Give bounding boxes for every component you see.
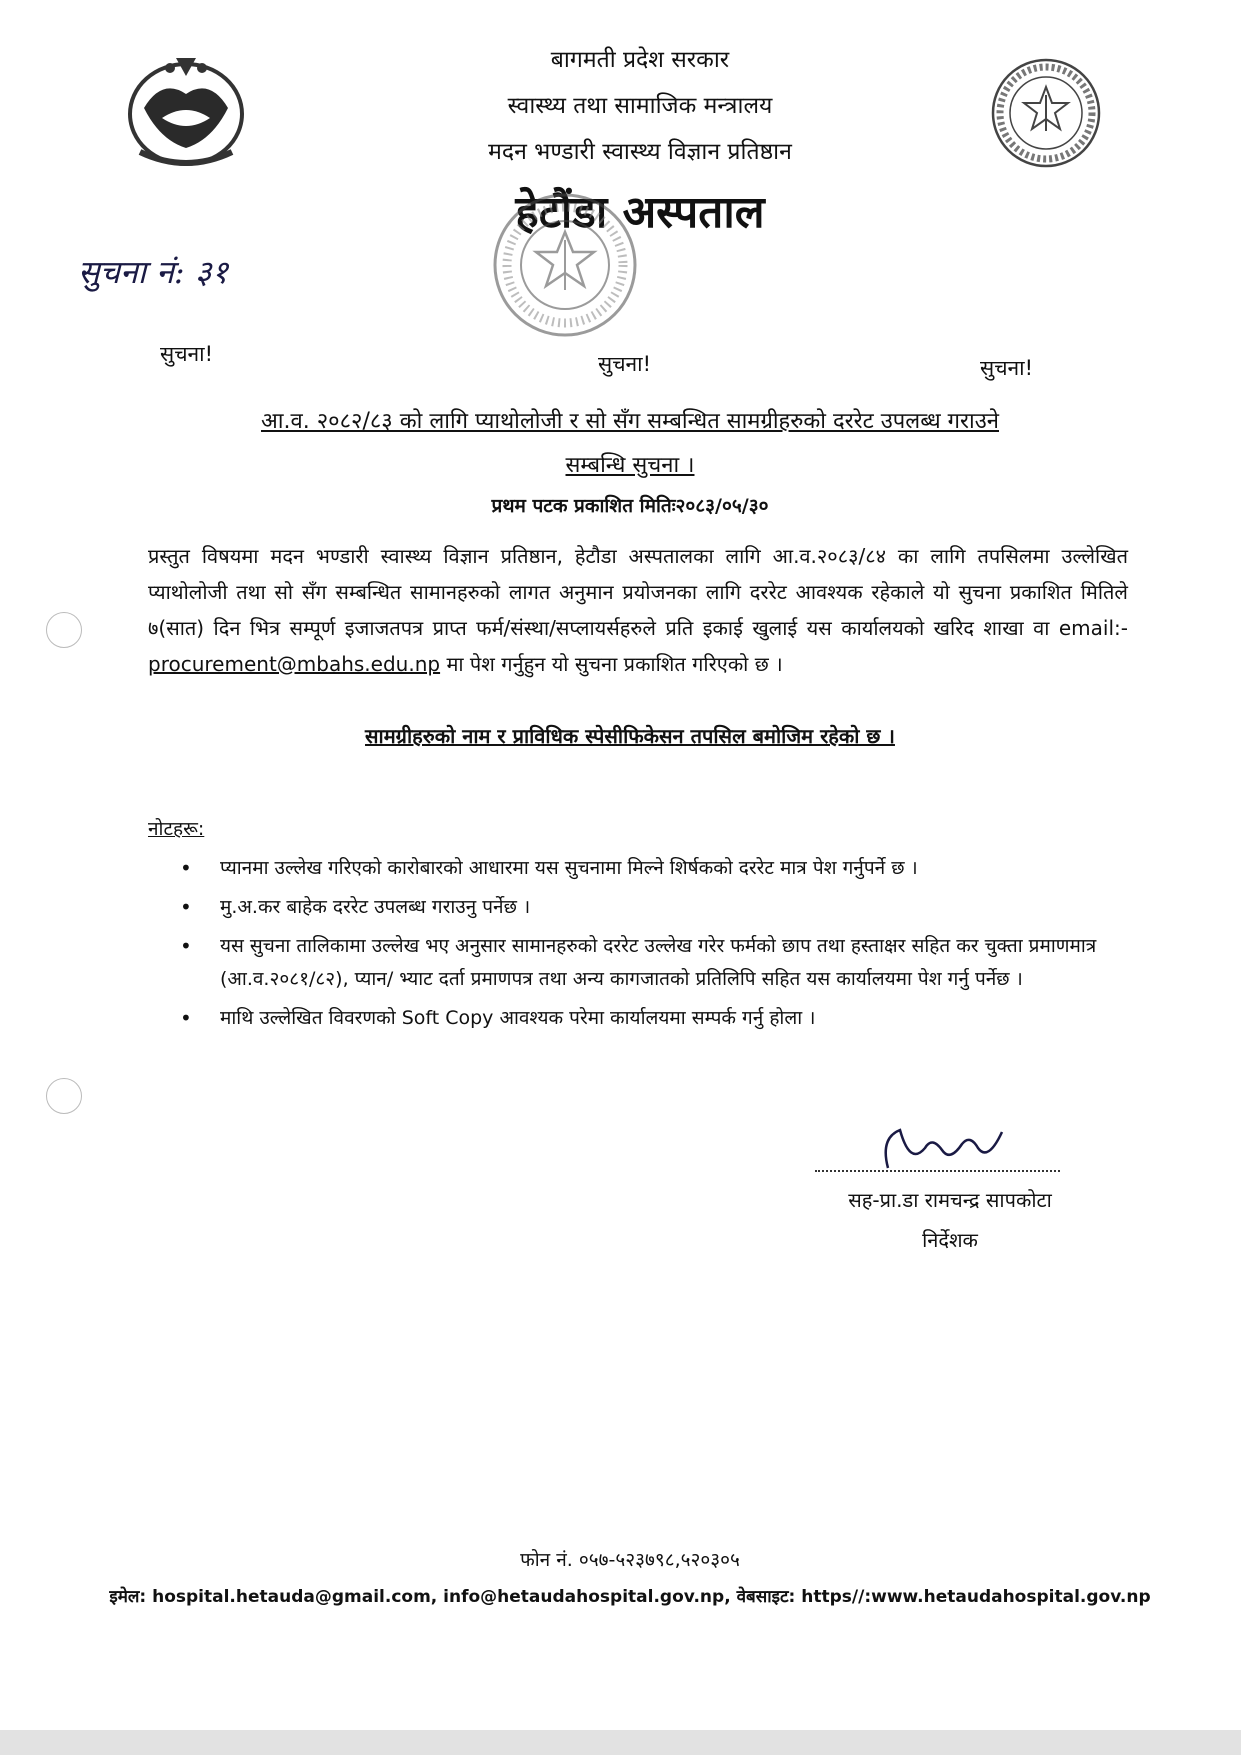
notes-heading: नोटहरू: — [148, 818, 205, 840]
footer-contact: इमेल: hospital.hetauda@gmail.com, info@hetaudahospital.gov.np, वेबसाइट: https//:www.hetaudahospital.gov.np — [109, 1587, 1151, 1607]
subject-line-2: सम्बन्धि सुचना । — [565, 453, 695, 478]
hospital-title: हेटौंडा अस्पताल — [515, 187, 765, 238]
signatory-name: सह-प्रा.डा रामचन्द्र सापकोटा — [848, 1188, 1052, 1212]
punch-hole-bottom — [46, 1078, 82, 1114]
notice-word-left: सुचना! — [160, 342, 214, 366]
note-item: • माथि उल्लेखित विवरणको Soft Copy आवश्यक परेमा कार्यालयमा सम्पर्क गर्नु होला । — [180, 1002, 1100, 1035]
punch-hole-top — [46, 612, 82, 648]
institute-seal — [990, 57, 1102, 169]
published-date: प्रथम पटक प्रकाशित मितिः२०८३/०५/३० — [491, 495, 769, 517]
handwritten-reference: सुचना नं: ३१ — [78, 253, 229, 291]
note-item: • प्यानमा उल्लेख गरिएको कारोबारको आधारमा यस सुचनामा मिल्ने शिर्षकको दररेट मात्र पेश गर्नुपर्ने छ । — [180, 852, 1100, 885]
header-academy: मदन भण्डारी स्वास्थ्य विज्ञान प्रतिष्ठान — [488, 139, 792, 165]
body-paragraph — [148, 538, 1128, 682]
specification-line: सामग्रीहरुको नाम र प्राविधिक स्पेसीफिकेसन तपसिल बमोजिम रहेको छ । — [365, 724, 895, 748]
government-emblem — [122, 48, 250, 170]
notes-list — [180, 852, 1100, 1041]
signature-line — [815, 1170, 1060, 1172]
notice-word-right: सुचना! — [980, 356, 1034, 380]
note-item: • यस सुचना तालिकामा उल्लेख भए अनुसार सामानहरुको दररेट उल्लेख गरेर फर्मको छाप तथा हस्ताक्षर सहित कर चुक्ता प्रमाणमात्र (आ.व.२०८१/८२), प्यान/ भ्याट दर्ता प्रमाणपत्र तथा अन्य कागजातको प्रतिलिपि सहित यस कार्यालयमा पेश गर्नु पर्नेछ । — [180, 930, 1100, 996]
office-stamp — [490, 190, 640, 340]
notice-word-center: सुचना! — [598, 352, 652, 376]
body-text-end: मा पेश गर्नुहुन यो सुचना प्रकाशित गरिएको छ । — [446, 652, 783, 676]
handwritten-signature — [870, 1118, 1020, 1178]
subject-line-1: आ.व. २०८२/८३ को लागि प्याथोलोजी र सो सँग सम्बन्धित सामग्रीहरुको दररेट उपलब्ध गराउने — [261, 409, 999, 434]
header-province: बागमती प्रदेश सरकार — [550, 47, 730, 73]
footer-phone: फोन नं. ०५७-५२३७९८,५२०३०५ — [520, 1549, 740, 1571]
scan-edge — [0, 1730, 1241, 1755]
note-item: • मु.अ.कर बाहेक दररेट उपलब्ध गराउनु पर्नेछ । — [180, 891, 1100, 924]
header-ministry: स्वास्थ्य तथा सामाजिक मन्त्रालय — [507, 93, 773, 119]
procurement-email-link[interactable]: procurement@mbahs.edu.np — [148, 652, 441, 676]
signatory-title: निर्देशक — [922, 1228, 978, 1252]
body-text-main: प्रस्तुत विषयमा मदन भण्डारी स्वास्थ्य विज्ञान प्रतिष्ठान, हेटौडा अस्पतालका लागि आ.व.२०८३/८४ का लागि तपसिलमा उल्लेखित प्याथोलोजी तथा सो सँग सम्बन्धित सामानहरुको लागत अनुमान प्रयोजनका लागि दररेट आवश्यक रहेकाले यो सुचना प्रकाशित मितिले ७(सात) दिन भित्र सम्पूर्ण इजाजतपत्र प्राप्त फर्म/संस्था/सप्लायर्सहरुले प्रति इकाई खुलाई यस कार्यालयको खरिद शाखा वा email:- — [148, 544, 1128, 640]
